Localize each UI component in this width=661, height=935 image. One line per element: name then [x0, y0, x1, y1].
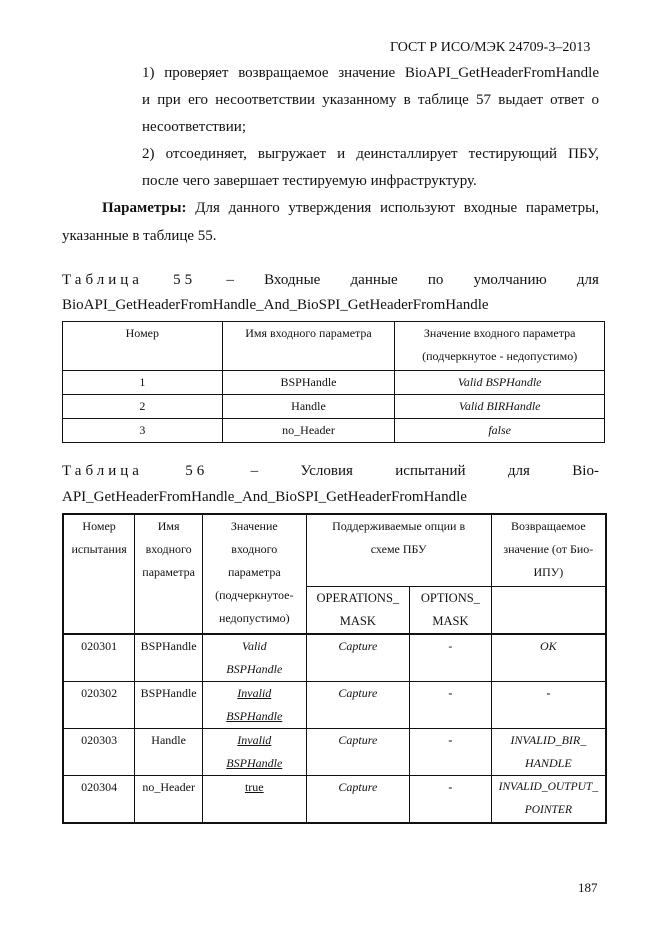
table56-caption-line2: API_GetHeaderFromHandle_And_BioSPI_GetHeaderFromHandle — [62, 489, 467, 505]
table-header-row — [63, 322, 605, 371]
cell-param-name: BSPHandle — [135, 634, 203, 682]
table56 — [62, 513, 607, 824]
cell-name: BSPHandle — [222, 371, 395, 395]
col-header-test-number — [63, 514, 135, 634]
cell-value: false — [395, 419, 605, 443]
col-header-param-name — [135, 514, 203, 634]
col-header-name: Имя входного параметра — [222, 322, 395, 371]
table-row — [63, 371, 605, 395]
header-text: входного — [231, 542, 278, 556]
cell-operations-mask: Capture — [306, 634, 410, 682]
cell-test-number: 020302 — [63, 682, 135, 729]
cell-test-number: 020303 — [63, 729, 135, 776]
table-row — [63, 776, 606, 824]
header-text: Возвращаемое — [511, 519, 586, 533]
item1-line3: несоответствии; — [142, 119, 246, 135]
caption-word: Входные — [264, 272, 321, 288]
caption-word: данные — [350, 272, 398, 288]
col-header-operations-mask — [306, 586, 410, 634]
cell-param-value — [203, 729, 307, 776]
col-header-return-value-empty — [491, 586, 606, 634]
cell-return-value — [491, 729, 606, 776]
table-row — [63, 419, 605, 443]
cell-param-value — [203, 776, 307, 824]
cell-text: HANDLE — [525, 756, 572, 770]
cell-options-mask: - — [410, 776, 492, 824]
col-header-number: Номер — [63, 322, 223, 371]
cell-number: 2 — [63, 395, 223, 419]
header-text: Номер — [82, 519, 116, 533]
caption-word: умолчанию — [473, 272, 547, 288]
params-line1 — [102, 198, 599, 218]
cell-text: BSPHandle — [226, 662, 283, 676]
table55 — [62, 321, 605, 443]
cell-number: 1 — [63, 371, 223, 395]
cell-operations-mask: Capture — [306, 682, 410, 729]
item1-line2: и при его несоответствии указанному в таблице 57 выдает ответ о — [142, 92, 599, 108]
col-header-return-value — [491, 514, 606, 586]
cell-test-number: 020304 — [63, 776, 135, 824]
cell-options-mask: - — [410, 729, 492, 776]
cell-text: Invalid — [237, 686, 272, 700]
cell-options-mask: - — [410, 682, 492, 729]
caption-word: – — [250, 463, 259, 479]
cell-value: Valid BIRHandle — [395, 395, 605, 419]
caption-word: 55 — [173, 272, 197, 288]
table-row — [63, 395, 605, 419]
cell-return-value: - — [491, 682, 606, 729]
header-text: параметра — [227, 565, 281, 579]
cell-text: Valid — [241, 639, 267, 653]
item1-line1: 1) проверяет возвращаемое значение BioAPI_GetHeaderFromHandle — [142, 65, 599, 81]
header-text: испытания — [71, 542, 127, 556]
caption-word: испытаний — [395, 463, 466, 479]
cell-param-value — [203, 634, 307, 682]
params-label: Параметры: — [102, 200, 187, 216]
document-header: ГОСТ Р ИСО/МЭК 24709-3–2013 — [390, 40, 591, 55]
caption-word: Условия — [300, 463, 353, 479]
header-text: Значение — [230, 519, 278, 533]
cell-text: BSPHandle — [226, 709, 283, 723]
params-text: Для данного утверждения используют входные параметры, — [186, 200, 599, 216]
header-text: OPERATIONS_ — [316, 590, 400, 605]
header-text: параметра — [142, 565, 195, 579]
cell-text: INVALID_OUTPUT_ — [498, 781, 599, 793]
header-text: Поддерживаемые опции в — [332, 519, 466, 533]
cell-return-value — [491, 776, 606, 824]
cell-param-value — [203, 682, 307, 729]
caption-word: для — [507, 463, 530, 479]
cell-test-number: 020301 — [63, 634, 135, 682]
page-number: 187 — [578, 880, 598, 895]
caption-word: Таблица — [62, 272, 143, 288]
table56-caption — [62, 461, 599, 481]
header-text: схеме ПБУ — [370, 542, 427, 556]
cell-operations-mask: Capture — [306, 776, 410, 824]
cell-param-name: no_Header — [135, 776, 203, 824]
col-header-param-value — [203, 514, 307, 634]
caption-word: 56 — [185, 463, 209, 479]
cell-options-mask: - — [410, 634, 492, 682]
cell-text: Invalid — [237, 733, 272, 747]
header-text: значение (от Био- — [503, 542, 594, 556]
cell-name: Handle — [222, 395, 395, 419]
caption-word: для — [576, 272, 599, 288]
cell-return-value: OK — [491, 634, 606, 682]
header-text: MASK — [339, 613, 376, 628]
cell-text: BSPHandle — [226, 756, 283, 770]
caption-word: по — [427, 272, 444, 288]
cell-text: INVALID_BIR_ — [510, 733, 587, 747]
cell-number: 3 — [63, 419, 223, 443]
col-header-value-l2: (подчеркнутое - недопустимо) — [422, 349, 578, 363]
table-header-row — [63, 514, 606, 586]
col-header-value-l1: Значение входного параметра — [423, 326, 576, 340]
header-text: OPTIONS_ — [420, 590, 480, 605]
cell-operations-mask: Capture — [306, 729, 410, 776]
table-row — [63, 729, 606, 776]
col-header-options-mask — [410, 586, 492, 634]
header-text: Имя — [157, 519, 180, 533]
table55-caption — [62, 270, 599, 290]
header-text: MASK — [432, 613, 469, 628]
params-line2: указанные в таблице 55. — [62, 228, 217, 244]
cell-text: true — [244, 780, 264, 794]
caption-word: Таблица — [62, 463, 143, 479]
header-text: недопустимо) — [218, 611, 290, 625]
table-row — [63, 682, 606, 729]
caption-word: – — [226, 272, 234, 288]
item2-line2: после чего завершает тестируемую инфраструктуру. — [142, 173, 477, 189]
table-row — [63, 634, 606, 682]
cell-param-name: BSPHandle — [135, 682, 203, 729]
header-text: входного — [145, 542, 192, 556]
header-text: ИПУ) — [533, 565, 564, 579]
cell-text: POINTER — [524, 804, 572, 816]
cell-param-name: Handle — [135, 729, 203, 776]
table55-caption-line2: BioAPI_GetHeaderFromHandle_And_BioSPI_GetHeaderFromHandle — [62, 297, 489, 313]
col-header-value — [395, 322, 605, 371]
col-header-supported-options — [306, 514, 491, 586]
cell-name: no_Header — [222, 419, 395, 443]
caption-word: Bio- — [572, 463, 599, 479]
item2-line1: 2) отсоединяет, выгружает и деинсталлирует тестирующий ПБУ, — [142, 146, 599, 162]
header-text: (подчеркнутое- — [215, 588, 294, 602]
cell-value: Valid BSPHandle — [395, 371, 605, 395]
